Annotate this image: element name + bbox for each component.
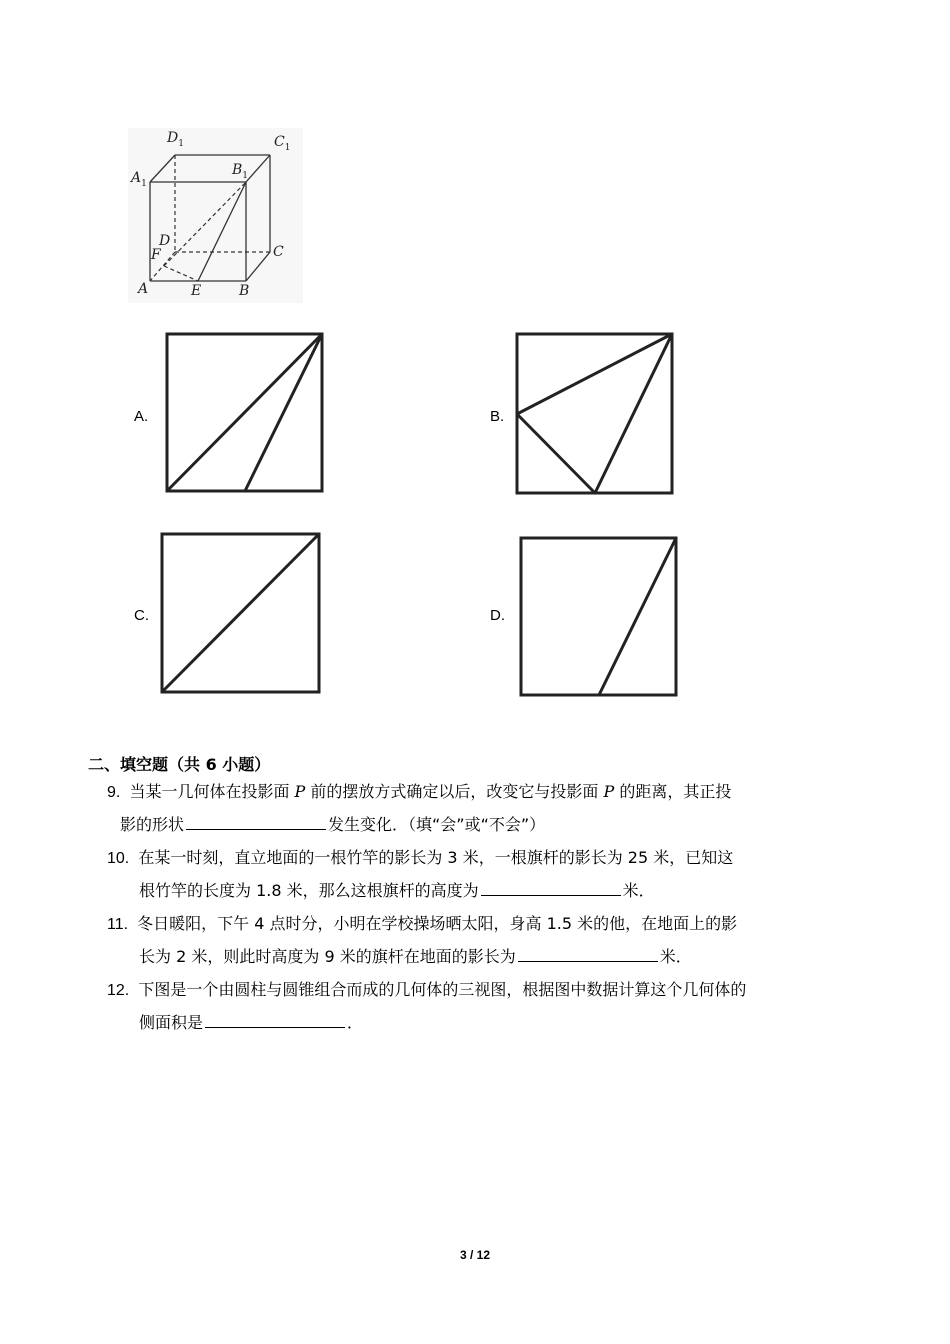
question-11-line1: 11. 冬日暖阳，下午 4 点时分，小明在学校操场晒太阳，身高 1.5 米的他，在地面上的影: [107, 914, 738, 933]
cube-label-c1: $C_1$: [274, 134, 291, 153]
question-number: 10.: [107, 850, 130, 867]
option-b-label: B.: [490, 408, 505, 425]
cube-label-a: A: [138, 281, 149, 297]
cube-label-f: F: [151, 247, 161, 263]
cube-label-b1: $B_1$: [232, 162, 249, 181]
option-c-figure: [158, 528, 328, 698]
option-d-figure: [514, 528, 684, 698]
cube-label-e: E: [191, 283, 202, 299]
option-a-figure: [160, 328, 330, 498]
cube-label-d1: $D_1$: [167, 130, 184, 149]
option-b-figure: [512, 328, 682, 498]
cube-label-c: C: [273, 244, 284, 260]
cube-label-b: B: [239, 283, 250, 299]
question-10-line1: 10. 在某一时刻，直立地面的一根竹竿的影长为 3 米，一根旗杆的影长为 25 米，已知这: [107, 848, 734, 867]
cube-label-a1: $A_1$: [131, 170, 147, 189]
question-number: 9.: [107, 784, 121, 801]
section-title: 二、填空题（共 6 小题）: [88, 755, 271, 774]
option-a-label: A.: [134, 408, 149, 425]
answer-blank-10[interactable]: [481, 877, 621, 896]
answer-blank-11[interactable]: [518, 943, 658, 962]
answer-blank-9[interactable]: [186, 811, 326, 830]
question-12-line1: 12. 下图是一个由圆柱与圆锥组合而成的几何体的三视图，根据图中数据计算这个几何体的: [107, 980, 747, 999]
answer-blank-12[interactable]: [205, 1009, 345, 1028]
question-12-line2: 侧面积是 ．: [139, 1006, 363, 1039]
page-number: 3 / 12: [459, 1248, 491, 1262]
question-11-line2: 长为 2 米，则此时高度为 9 米的旗杆在地面的影长为 米．: [139, 940, 692, 973]
cube-figure: [128, 128, 303, 303]
question-9-line1: 9. 当某一几何体在投影面 P 前的摆放方式确定以后，改变它与投影面 P 的距离，其正投: [107, 782, 732, 801]
question-number: 11.: [107, 916, 129, 933]
question-9-line2: 影的形状 发生变化．（填“会”或“不会”）: [120, 808, 545, 841]
option-d-label: D.: [490, 607, 505, 624]
question-10-line2: 根竹竿的长度为 1.8 米，那么这根旗杆的高度为 米．: [139, 874, 655, 907]
option-c-label: C.: [134, 607, 149, 624]
cube-label-d: D: [159, 233, 171, 249]
question-number: 12.: [107, 982, 130, 999]
